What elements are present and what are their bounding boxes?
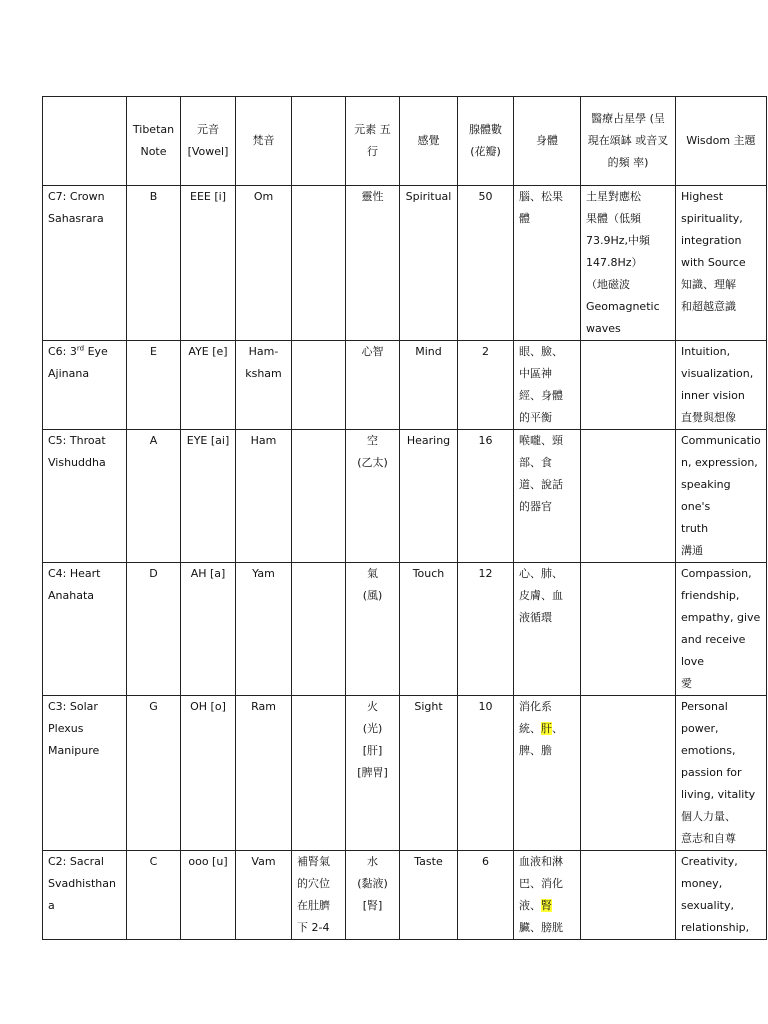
header-sense: 感覺: [400, 97, 458, 186]
header-body: 身體: [514, 97, 581, 186]
wisdom-cell: Highest spirituality, integration with Source 知識、理解 和超越意識: [676, 186, 767, 341]
body-cell: 心、肺、 皮膚、血 液循環: [514, 563, 581, 696]
body-cell: 血液和淋 巴、消化 液、腎 臟、膀胱: [514, 851, 581, 940]
sanskrit-cell: Om: [236, 186, 292, 341]
petals-cell: 50: [458, 186, 514, 341]
petals-cell: 16: [458, 430, 514, 563]
sense-cell: Mind: [400, 341, 458, 430]
petals-cell: 6: [458, 851, 514, 940]
header-col4: [292, 97, 346, 186]
header-tibetan-note: Tibetan Note: [127, 97, 181, 186]
element-cell: 靈性: [346, 186, 400, 341]
vowel-cell: AYE [e]: [181, 341, 236, 430]
sense-cell: Hearing: [400, 430, 458, 563]
table-row: [43, 341, 767, 430]
body-cell: 腦、松果 體: [514, 186, 581, 341]
vowel-cell: EYE [ai]: [181, 430, 236, 563]
point-cell: [292, 430, 346, 563]
note-cell: C: [127, 851, 181, 940]
point-cell: [292, 563, 346, 696]
table-row: [43, 186, 767, 341]
sense-cell: Spiritual: [400, 186, 458, 341]
point-cell: [292, 186, 346, 341]
chakra-name: C2: Sacral Svadhisthan a: [43, 851, 127, 940]
wisdom-cell: Compassion, friendship, empathy, give and receive love 愛: [676, 563, 767, 696]
element-cell: 水 (黏液) [腎]: [346, 851, 400, 940]
wisdom-cell: Intuition, visualization, inner vision 直覺與想像: [676, 341, 767, 430]
note-cell: E: [127, 341, 181, 430]
note-cell: G: [127, 696, 181, 851]
chakra-name: C3: Solar Plexus Manipure: [43, 696, 127, 851]
vowel-cell: EEE [i]: [181, 186, 236, 341]
element-cell: 心智: [346, 341, 400, 430]
vowel-cell: OH [o]: [181, 696, 236, 851]
point-cell: [292, 341, 346, 430]
chakra-name: C5: Throat Vishuddha: [43, 430, 127, 563]
astro-cell: [581, 430, 676, 563]
header-vowel: 元音 [Vowel]: [181, 97, 236, 186]
astro-cell: 土星對應松 果體（低頻 73.9Hz,中頻 147.8Hz） （地磁波 Geomagnetic waves: [581, 186, 676, 341]
astro-cell: [581, 563, 676, 696]
sanskrit-cell: Ham- ksham: [236, 341, 292, 430]
header-row: [43, 97, 767, 186]
astro-cell: [581, 696, 676, 851]
petals-cell: 12: [458, 563, 514, 696]
wisdom-cell: Communicatio n, expression, speaking one's truth 溝通: [676, 430, 767, 563]
astro-cell: [581, 341, 676, 430]
vowel-cell: AH [a]: [181, 563, 236, 696]
table-row: [43, 851, 767, 940]
point-cell: [292, 696, 346, 851]
header-element: 元素 五行: [346, 97, 400, 186]
sanskrit-cell: Ram: [236, 696, 292, 851]
note-cell: D: [127, 563, 181, 696]
chakra-name: C6: 3rd Eye Ajinana: [43, 341, 127, 430]
point-cell: 補腎氣 的穴位 在肚臍 下 2-4: [292, 851, 346, 940]
highlighted-text: 腎: [541, 899, 552, 912]
header-petals: 腺體數 (花瓣): [458, 97, 514, 186]
sanskrit-cell: Yam: [236, 563, 292, 696]
astro-cell: [581, 851, 676, 940]
element-cell: 空 (乙太): [346, 430, 400, 563]
petals-cell: 2: [458, 341, 514, 430]
body-cell: 喉嚨、頸 部、食 道、說話 的器官: [514, 430, 581, 563]
petals-cell: 10: [458, 696, 514, 851]
sanskrit-cell: Ham: [236, 430, 292, 563]
table-row: [43, 696, 767, 851]
header-col0: [43, 97, 127, 186]
note-cell: B: [127, 186, 181, 341]
sanskrit-cell: Vam: [236, 851, 292, 940]
wisdom-cell: Creativity, money, sexuality, relationship,: [676, 851, 767, 940]
chakra-name: C4: Heart Anahata: [43, 563, 127, 696]
sense-cell: Taste: [400, 851, 458, 940]
table-row: [43, 430, 767, 563]
sense-cell: Sight: [400, 696, 458, 851]
highlighted-text: 肝: [541, 722, 552, 735]
element-cell: 氣 (風): [346, 563, 400, 696]
header-astro: 醫療占星學 (呈現在頌缽 或音叉的頻 率): [581, 97, 676, 186]
header-sanskrit: 梵音: [236, 97, 292, 186]
element-cell: 火 (光) [肝] [脾胃]: [346, 696, 400, 851]
body-cell: 消化系 統、肝、 脾、膽: [514, 696, 581, 851]
body-cell: 眼、臉、 中區神 經、身體 的平衡: [514, 341, 581, 430]
sense-cell: Touch: [400, 563, 458, 696]
chakra-name: C7: Crown Sahasrara: [43, 186, 127, 341]
table-row: [43, 563, 767, 696]
chakra-table: [42, 96, 767, 940]
note-cell: A: [127, 430, 181, 563]
vowel-cell: ooo [u]: [181, 851, 236, 940]
header-wisdom: Wisdom 主題: [676, 97, 767, 186]
wisdom-cell: Personal power, emotions, passion for living, vitality 個人力量、 意志和自尊: [676, 696, 767, 851]
